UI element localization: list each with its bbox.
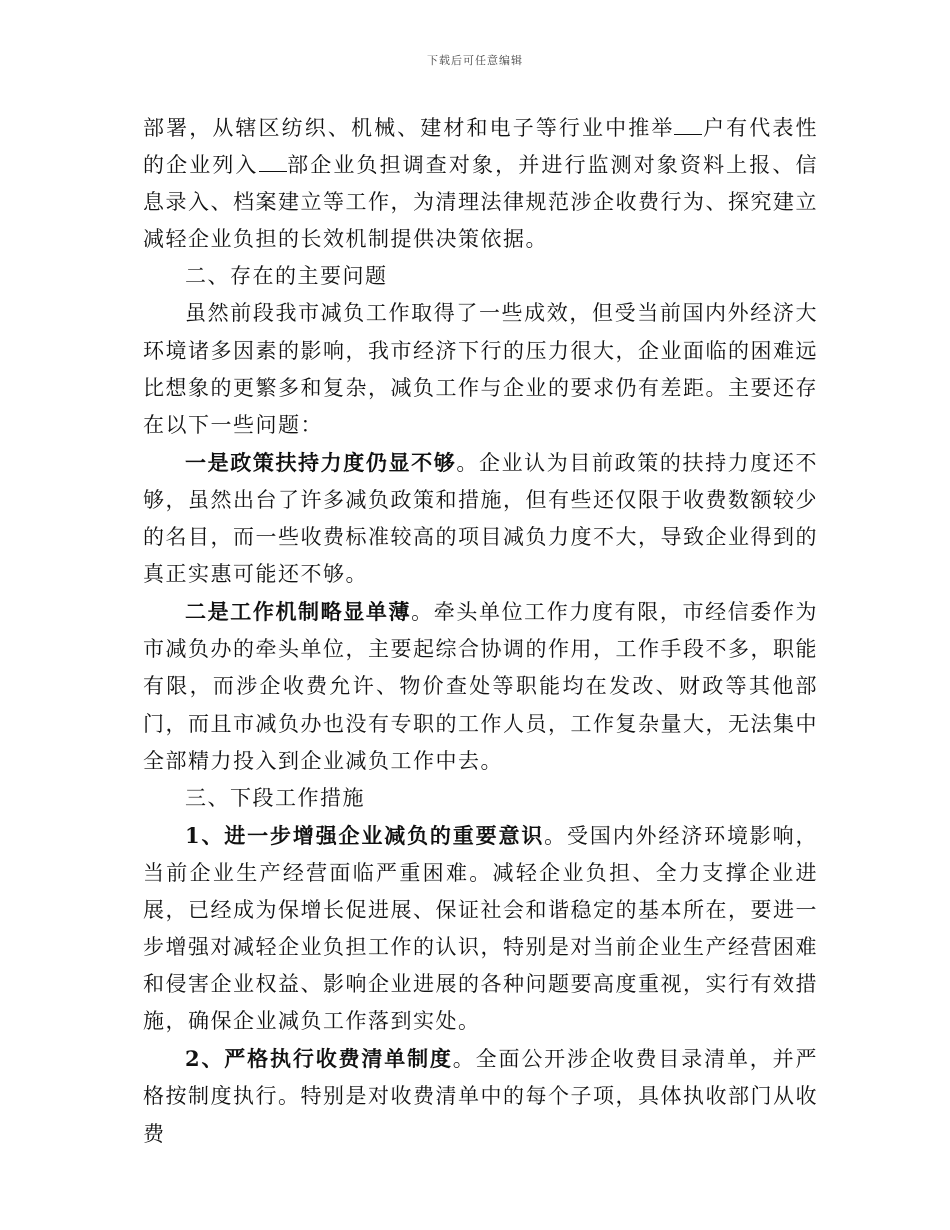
paragraph-6 [143, 1040, 818, 1152]
paragraph-3 [143, 444, 818, 593]
paragraph-3-text: 。企业认为目前政策的扶持力度还不够，虽然出台了许多减负政策和措施，但有些还仅限于收费数额较少的名目，而一些收费标准较高的项目减负力度不大，导致企业得到的真正实惠可能还不够。 [143, 450, 819, 587]
page-header: 下载后可任意编辑 [427, 54, 523, 67]
paragraph-1-part-b: 户有代表性的企业列入 [143, 116, 819, 178]
paragraph-4 [143, 593, 818, 779]
paragraph-5-text: 。受国内外经济环境影响，当前企业生产经营面临严重困难。减轻企业负担、全力支撑企业进展，已经成为保增长促进展、保证社会和谐稳定的基本所在，要进一步增强对减轻企业负担工作的认识，特别是对当前企业生产经营困难和侵害企业权益、影响企业进展的各种问题要高度重视，实行有效措施，确保企业减负工作落到实处。 [143, 823, 818, 1034]
paragraph-5 [143, 817, 818, 1041]
paragraph-4-lead: 二是工作机制略显单薄 [185, 599, 412, 625]
blank-underline [674, 116, 702, 135]
paragraph-6-text: 。全面公开涉企收费目录清单，并严格按制度执行。特别是对收费清单中的每个子项，具体执收部门从收费 [143, 1047, 818, 1146]
paragraph-6-lead: 2、严格执行收费清单制度 [185, 1046, 453, 1072]
paragraph-5-lead: 1、进一步增强企业减负的重要意识 [185, 822, 545, 848]
document-body [143, 110, 818, 1153]
section-heading-3: 三、下段工作措施 [185, 785, 365, 810]
paragraph-3-lead: 一是政策扶持力度仍显不够 [185, 449, 457, 475]
paragraph-1-part-c: 部企业负担调查对象，并进行监测对象资料上报、信息录入、档案建立等工作，为清理法律规范涉企收费行为、探究建立减轻企业负担的长效机制提供决策依据。 [143, 153, 819, 252]
paragraph-4-text: 。牵头单位工作力度有限，市经信委作为市减负办的牵头单位，主要起综合协调的作用，工作手段不多，职能有限，而涉企收费允许、物价查处等职能均在发改、财政等其他部门，而且市减负办也没有专职的工作人员，工作复杂量大，无法集中全部精力投入到企业减负工作中去。 [143, 600, 819, 773]
paragraph-1-part-a: 部署，从辖区纺织、机械、建材和电子等行业中推举 [143, 116, 675, 140]
blank-underline [259, 153, 287, 172]
paragraph-1 [143, 110, 818, 258]
paragraph-2: 虽然前段我市减负工作取得了一些成效，但受当前国内外经济大环境诸多因素的影响，我市经济下行的压力很大，企业面临的困难远比想象的更繁多和复杂，减负工作与企业的要求仍有差距。主要还存在以下一些问题： [143, 301, 818, 437]
section-heading-2: 二、存在的主要问题 [185, 264, 388, 289]
